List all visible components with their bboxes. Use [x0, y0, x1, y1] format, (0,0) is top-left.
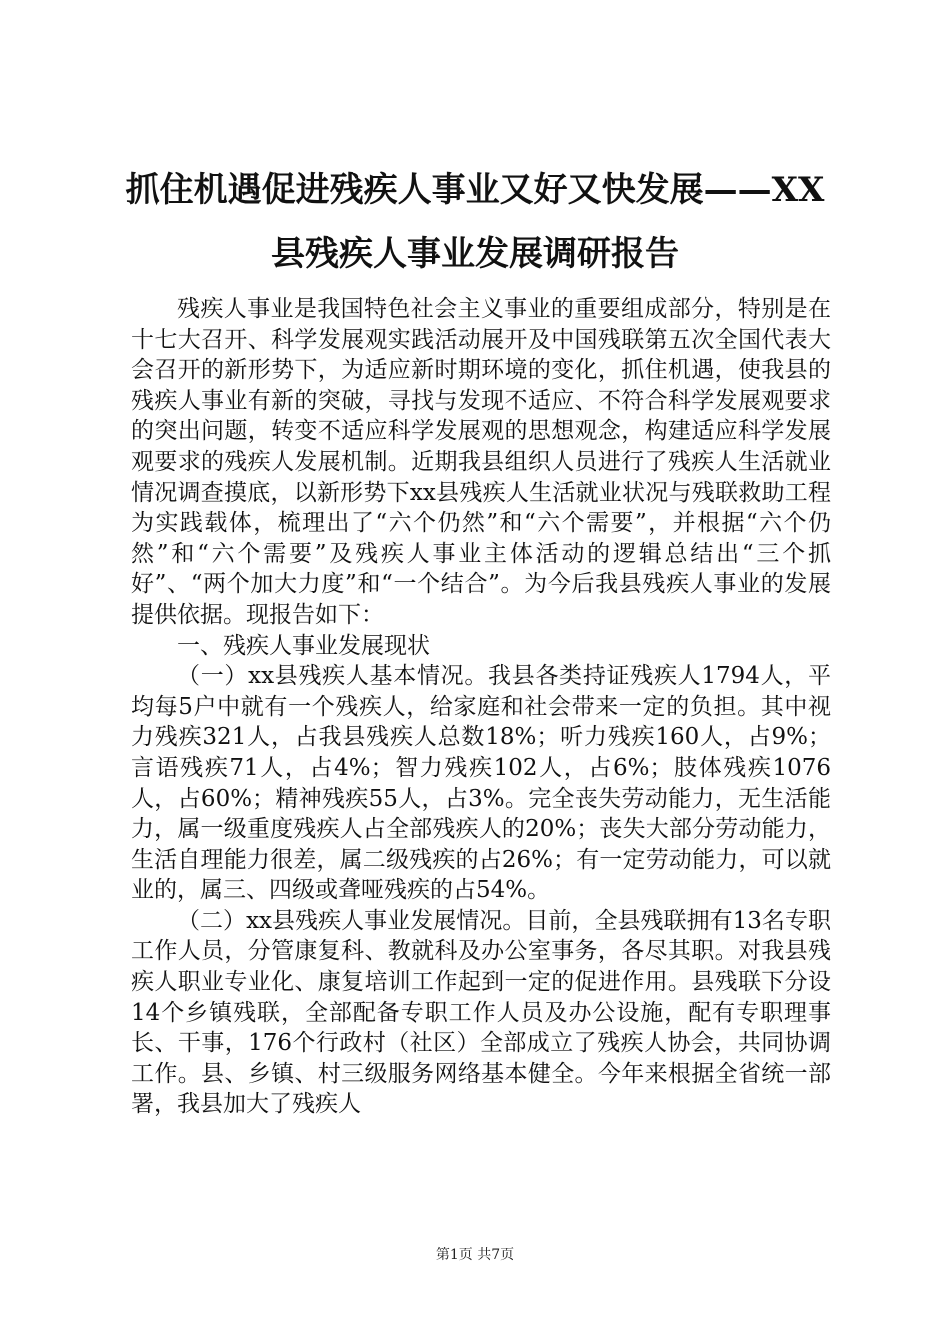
document-title: [120, 158, 830, 286]
section-heading: 一、残疾人事业发展现状: [177, 632, 430, 659]
page-footer: 第1页 共7页: [435, 1247, 515, 1263]
title-line-2: 县残疾人事业发展调研报告: [271, 234, 679, 274]
intro-paragraph: 残疾人事业是我国特色社会主义事业的重要组成部分，特别是在十七大召开、科学发展观实践活动展开及中国残联第五次全国代表大会召开的新形势下，为适应新时期环境的变化，抓住机遇，使我县的残疾人事业有新的突破，寻找与发现不适应、不符合科学发展观要求的突出问题，转变不适应科学发展观的思想观念，构建适应科学发展观要求的残疾人发展机制。近期我县组织人员进行了残疾人生活就业情况调查摸底，以新形势下xx县残疾人生活就业状况与残联救助工程为实践载体，梳理出了“六个仍然”和“六个需要”，并根据“六个仍然”和“六个需要”及残疾人事业主体活动的逻辑总结出“三个抓好”、“两个加大力度”和“一个结合”。为今后我县残疾人事业的发展提供依据。现报告如下：: [131, 296, 831, 628]
document-body: [131, 294, 831, 1120]
basic-situation-paragraph: （一）xx县残疾人基本情况。我县各类持证残疾人1794人，平均每5户中就有一个残疾人，给家庭和社会带来一定的负担。其中视力残疾321人，占我县残疾人总数18%；听力残疾160人，占9%；言语残疾71人，占4%；智力残疾102人，占6%；肢体残疾1076人，占60%；精神残疾55人，占3%。完全丧失劳动能力，无生活能力，属一级重度残疾人占全部残疾人的20%；丧失大部分劳动能力，生活自理能力很差，属二级残疾的占26%；有一定劳动能力，可以就业的，属三、四级或聋哑残疾的占54%。: [131, 663, 831, 904]
title-line-1: 抓住机遇促进残疾人事业又好又快发展——XX: [125, 170, 825, 210]
development-paragraph: （二）xx县残疾人事业发展情况。目前，全县残联拥有13名专职工作人员，分管康复科、教就科及办公室事务，各尽其职。对我县残疾人职业专业化、康复培训工作起到一定的促进作用。县残联下分设14个乡镇残联，全部配备专职工作人员及办公设施，配有专职理事长、干事，176个行政村（社区）全部成立了残疾人协会，共同协调工作。县、乡镇、村三级服务网络基本健全。今年来根据全省统一部署，我县加大了残疾人: [131, 907, 831, 1118]
